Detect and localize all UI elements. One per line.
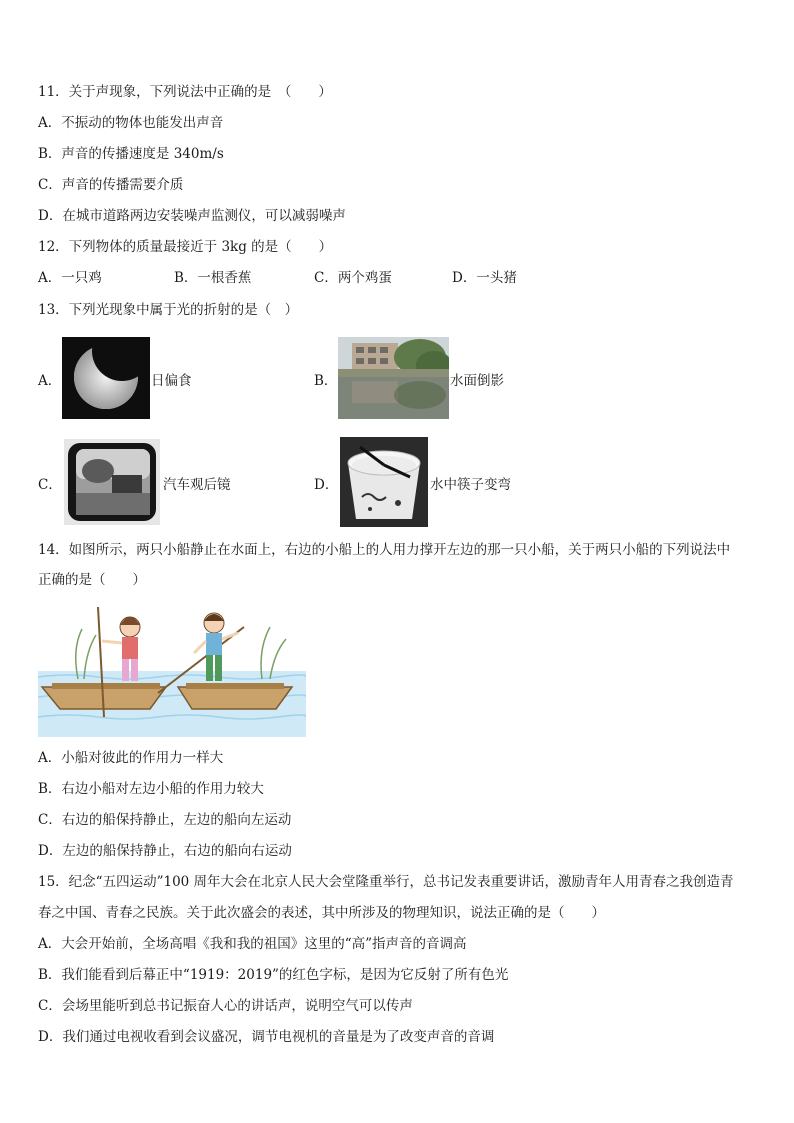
question-15-option-a: A．大会开始前，全场高唱《我和我的祖国》这里的“高”指声音的音调高 (38, 936, 467, 952)
question-14-option-d: D．左边的船保持静止，右边的船向右运动 (38, 843, 292, 859)
question-12-option-a: A．一只鸡 (38, 270, 102, 286)
question-12-option-d: D．一头猪 (452, 270, 517, 286)
question-11-option-d: D．在城市道路两边安装噪声监测仪，可以减弱噪声 (38, 208, 346, 224)
question-12-options (38, 269, 758, 287)
question-14-stem-line-1: 14．如图所示，两只小船静止在水面上，右边的小船上的人用力撑开左边的那一只小船，关于两只小船的下列说法中 (38, 542, 731, 558)
option-caption: 日偏食 (151, 373, 192, 389)
question-13-option-a (38, 337, 298, 421)
water-reflection-photo-icon (338, 337, 449, 419)
option-label: C． (38, 477, 62, 493)
question-11-option-b: B．声音的传播速度是 340m/s (38, 146, 224, 162)
question-11-stem: 11．关于声现象，下列说法中正确的是 （ ） (38, 84, 332, 100)
question-12-stem: 12．下列物体的质量最接近于 3kg 的是（ ） (38, 239, 333, 255)
chopsticks-in-water-photo-icon (340, 437, 428, 527)
question-14-stem-line-2: 正确的是（ ） (38, 572, 146, 588)
question-15-option-d: D．我们通过电视收看到会议盛况，调节电视机的音量是为了改变声音的音调 (38, 1029, 495, 1045)
question-11-option-a: A．不振动的物体也能发出声音 (38, 115, 224, 131)
question-14-option-b: B．右边小船对左边小船的作用力较大 (38, 781, 264, 797)
question-15-option-c: C．会场里能听到总书记振奋人心的讲话声，说明空气可以传声 (38, 998, 413, 1014)
question-11-option-c: C．声音的传播需要介质 (38, 177, 184, 193)
question-14-option-a: A．小船对彼此的作用力一样大 (38, 750, 224, 766)
question-15-option-b: B．我们能看到后幕正中“1919：2019”的红色字标，是因为它反射了所有色光 (38, 967, 509, 983)
two-boats-illustration-icon (38, 597, 306, 737)
option-caption: 汽车观后镜 (163, 477, 231, 493)
option-label: A． (38, 373, 62, 389)
option-caption: 水中筷子变弯 (430, 477, 511, 493)
question-12-option-c: C．两个鸡蛋 (314, 270, 392, 286)
question-14-option-c: C．右边的船保持静止，左边的船向左运动 (38, 812, 292, 828)
question-13-option-c (38, 439, 298, 527)
question-13-option-d (314, 437, 574, 529)
question-15-stem-line-1: 15．纪念“五四运动”100 周年大会在北京人民大会堂隆重举行，总书记发表重要讲话，激励青年人用青春之我创造青 (38, 874, 734, 890)
question-12-option-b: B．一根香蕉 (174, 270, 252, 286)
option-label: D． (314, 477, 339, 493)
option-caption: 水面倒影 (450, 373, 504, 389)
question-13-stem: 13．下列光现象中属于光的折射的是（ ） (38, 302, 299, 318)
question-15-stem-line-2: 春之中国、青春之民族。关于此次盛会的表述，其中所涉及的物理知识，说法正确的是（ ） (38, 905, 605, 921)
solar-eclipse-photo-icon (62, 337, 150, 419)
option-label: B． (314, 373, 338, 389)
question-13-option-b (314, 337, 574, 421)
car-mirror-photo-icon (64, 439, 160, 525)
